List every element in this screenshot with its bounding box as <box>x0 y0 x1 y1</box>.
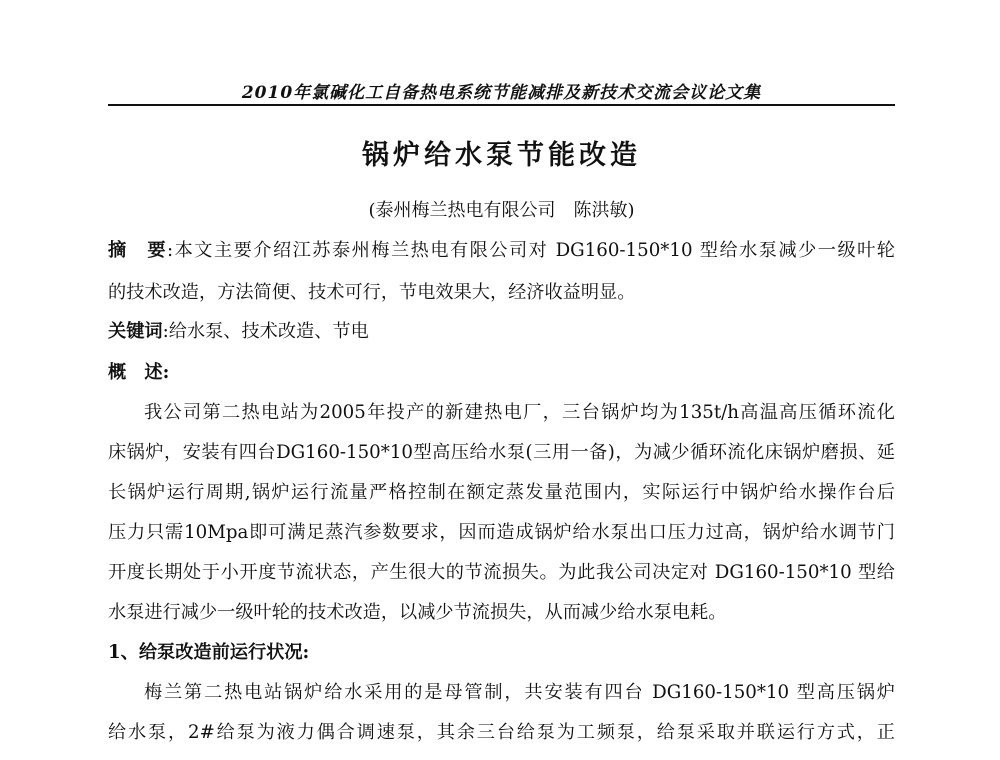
overview-paragraph-line: 长锅炉运行周期,锅炉运行流量严格控制在额定蒸发量范围内，实际运行中锅炉给水操作台后 <box>108 482 895 503</box>
section-1-paragraph-line: 梅兰第二热电站锅炉给水采用的是母管制，共安装有四台 DG160-150*10 型高压锅炉 <box>144 682 895 703</box>
overview-paragraph-line: 开度长期处于小开度节流状态，产生很大的节流损失。为此我公司决定对 DG160-150*10 型给 <box>108 562 895 583</box>
overview-paragraph-line: 水泵进行减少一级叶轮的技术改造，以减少节流损失，从而减少给水泵电耗。 <box>108 602 727 623</box>
author-name: 陈洪敏) <box>573 200 635 221</box>
overview-heading: 概 述: <box>108 362 170 383</box>
keywords-line <box>108 320 895 344</box>
keywords-label: 关键词 <box>108 321 163 342</box>
author-organization: (泰州梅兰热电有限公司 <box>368 200 556 221</box>
keywords-text: :给水泵、技术改造、节电 <box>162 321 369 342</box>
abstract-line-1 <box>108 239 895 263</box>
abstract-line-2: 的技术改造，方法简便、技术可行，节电效果大，经济收益明显。 <box>108 282 636 303</box>
section-1-heading: 1、给泵改造前运行状况: <box>108 642 310 663</box>
overview-paragraph-line: 床锅炉，安装有四台DG160-150*10型高压给水泵(三用一备)，为减少循环流化床锅炉磨损、延 <box>108 442 895 463</box>
author-line <box>108 196 895 222</box>
overview-paragraph-line: 我公司第二热电站为2005年投产的新建热电厂，三台锅炉均为135t/h高温高压循环流化 <box>144 402 895 423</box>
abstract-label: 摘 要 <box>108 240 168 261</box>
section-1-paragraph-line: 给水泵，2#给泵为液力偶合调速泵，其余三台给泵为工频泵，给泵采取并联运行方式，正 <box>108 722 895 743</box>
conference-header: 2010年氯碱化工自备热电系统节能减排及新技术交流会议论文集 <box>241 83 762 103</box>
abstract-text-1: :本文主要介绍江苏泰州梅兰热电有限公司对 DG160-150*10 型给水泵减少一级叶轮 <box>167 240 895 261</box>
article-title: 锅炉给水泵节能改造 <box>362 140 641 171</box>
header-divider <box>108 104 895 106</box>
overview-paragraph-line: 压力只需10Mpa即可满足蒸汽参数要求，因而造成锅炉给水泵出口压力过高，锅炉给水调节门 <box>108 522 895 543</box>
